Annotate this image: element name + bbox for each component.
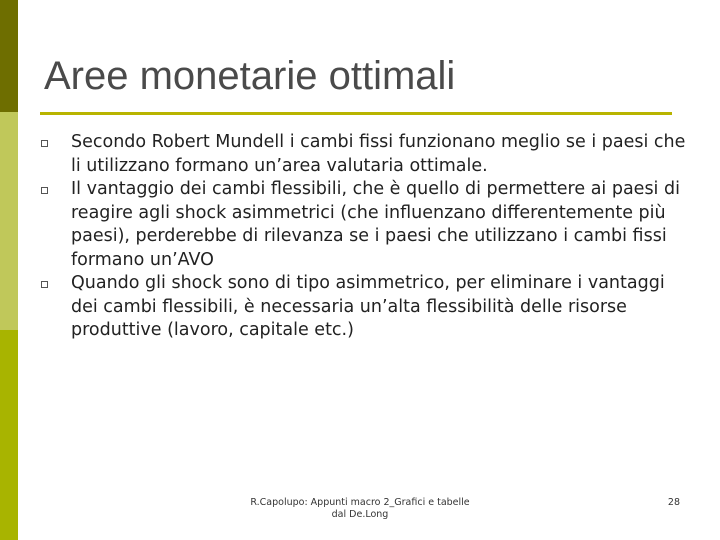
bullet-list (36, 131, 686, 343)
square-bullet-icon (41, 140, 48, 147)
sidebar-band-middle (0, 112, 18, 330)
bullet-item (36, 272, 686, 343)
bullet-text: Secondo Robert Mundell i cambi fissi funzionano meglio se i paesi che li utilizzano formano un’area valutaria ottimale. (71, 132, 686, 176)
bullet-text: Quando gli shock sono di tipo asimmetrico, per eliminare i vantaggi dei cambi flessibili, è necessaria un’alta flessibilità delle risorse produttive (lavoro, capitale etc.) (71, 273, 665, 340)
square-bullet-icon (41, 187, 48, 194)
bullet-item (36, 131, 686, 178)
page-number: 28 (667, 497, 680, 508)
square-bullet-icon (41, 281, 48, 288)
slide-title: Aree monetarie ottimali (44, 54, 456, 98)
sidebar-band-bottom (0, 330, 18, 540)
sidebar-band-top (0, 0, 18, 112)
sidebar-decoration (0, 0, 18, 540)
slide-footer: R.Capolupo: Appunti macro 2_Grafici e tabelle dal De.Long (250, 497, 470, 520)
title-underline (40, 112, 672, 115)
bullet-text: Il vantaggio dei cambi flessibili, che è quello di permettere ai paesi di reagire agli shock asimmetrici (che influenzano differentemente più paesi), perderebbe di rilevanza se i paesi che utilizzano i cambi fissi formano un’AVO (71, 179, 680, 270)
bullet-item (36, 178, 686, 272)
